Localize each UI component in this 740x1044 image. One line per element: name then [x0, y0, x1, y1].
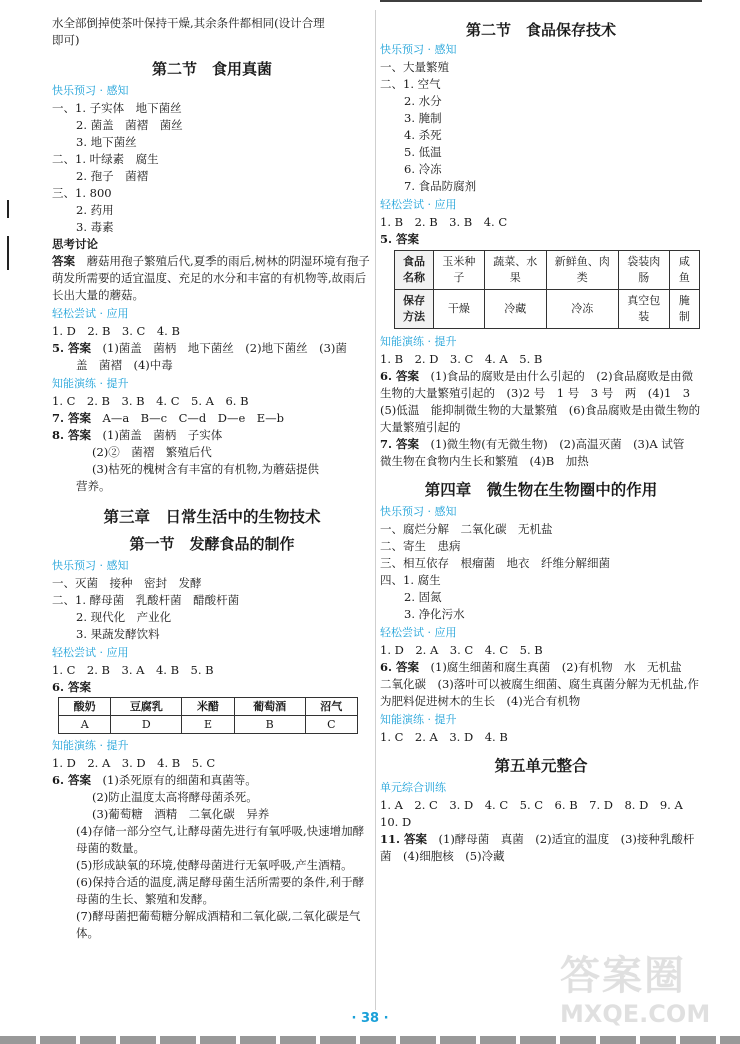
table-row [59, 716, 358, 734]
subheading: 轻松尝试 · 应用 [380, 198, 457, 211]
text-line: (4)存储一部分空气,让酵母菌先进行有氧呼吸,快速增加酵母菌的数量。 [76, 824, 365, 855]
text-line: 10. D [380, 815, 412, 829]
chapter-title: 第四章 微生物在生物圈中的作用 [424, 481, 658, 499]
table-header-cell: 食品名称 [395, 251, 434, 290]
answer-body: A—a B—c C—d D—e E—b [102, 411, 285, 425]
table-cell: 干燥 [434, 290, 485, 329]
answer-label: 6. 答案 [380, 660, 420, 674]
table-cell: 冷藏 [484, 290, 546, 329]
margin-mark [7, 200, 9, 218]
text-line: 1. C 2. A 3. D 4. B [380, 730, 508, 744]
text-line: 1. B 2. B 3. B 4. C [380, 215, 508, 229]
table-cell: D [111, 716, 182, 734]
table-cell: 玉米种子 [434, 251, 485, 290]
preserve-table [394, 250, 700, 329]
text-line: 3. 果蔬发酵饮料 [76, 627, 160, 641]
text-line: 一、灭菌 接种 密封 发酵 [52, 576, 202, 590]
text-line: 营养。 [76, 479, 111, 493]
answer-body: (1)菌盖 菌柄 地下菌丝 (2)地下菌丝 (3)菌 [102, 341, 347, 355]
text-line: 1. D 2. B 3. C 4. B [52, 324, 180, 338]
answer-body: (1)食品的腐败是由什么引起的 (2)食品腐败是由微生物的大量繁殖引起的 (3)2 号 1 号 3 号 两 (4)1 3 (5)低温 能抑制微生物的大量繁殖 (6)食品腐败是由微生物的大量繁殖引起的 [380, 369, 702, 434]
unit-title: 第五单元整合 [494, 757, 588, 775]
answer-label: 8. 答案 [52, 428, 92, 442]
subheading: 快乐预习 · 感知 [52, 559, 129, 572]
text-line: (7)酵母菌把葡萄糖分解成酒精和二氧化碳,二氧化碳是气体。 [76, 909, 361, 940]
text-line: 3. 地下菌丝 [76, 135, 137, 149]
text-line: 3. 净化污水 [404, 607, 465, 621]
answer-text [380, 831, 702, 865]
text-line: 1. B 2. D 3. C 4. A 5. B [380, 352, 543, 366]
table-cell: 冷冻 [546, 290, 618, 329]
answer-body: 蘑菇用孢子繁殖后代,夏季的雨后,树林的阴湿环境有孢子萌发所需要的适宜温度、充足的水分和丰富的有机物等,故雨后长出大量的蘑菇。 [52, 254, 370, 302]
text-line [52, 427, 372, 444]
text-line [52, 410, 372, 427]
subheading: 快乐预习 · 感知 [380, 505, 457, 518]
text-line: 2. 固氮 [404, 590, 442, 604]
table-header-cell: 保存方法 [395, 290, 434, 329]
table-cell: 蔬菜、水果 [484, 251, 546, 290]
answer-text [380, 368, 702, 436]
table-cell: 咸鱼 [669, 251, 699, 290]
text-line: 二、1. 酵母菌 乳酸杆菌 醋酸杆菌 [52, 593, 240, 607]
answer-text [52, 253, 372, 304]
ferment-table [58, 697, 358, 734]
text-line: 1. C 2. B 3. A 4. B 5. B [52, 663, 214, 677]
section-title: 第二节 食品保存技术 [465, 21, 616, 39]
answer-label: 6. 答案 [52, 773, 92, 787]
text-line: 3. 腌制 [404, 111, 442, 125]
text-line: 盖 菌褶 (4)中毒 [76, 358, 173, 372]
text-line: 2. 现代化 产业化 [76, 610, 172, 624]
table-header-cell: 沼气 [305, 698, 357, 716]
subheading: 知能演练 · 提升 [52, 377, 129, 390]
text-line: 7. 食品防腐剂 [404, 179, 477, 193]
answer-body: (1)酵母菌 真菌 (2)适宜的温度 (3)接种乳酸杆菌 (4)细胞核 (5)冷藏 [380, 832, 695, 863]
text-line: 1. D 2. A 3. C 4. C 5. B [380, 643, 543, 657]
subheading: 知能演练 · 提升 [52, 739, 129, 752]
text-line: 二、1. 空气 [380, 77, 441, 91]
subheading: 轻松尝试 · 应用 [52, 307, 129, 320]
right-column [380, 0, 702, 865]
text-line: 4. 杀死 [404, 128, 442, 142]
text-line: 1. C 2. B 3. B 4. C 5. A 6. B [52, 394, 249, 408]
watermark-text: 答案圈 [560, 953, 686, 999]
answer-label: 6. 答案 [380, 369, 420, 383]
answer-text [380, 659, 702, 710]
table-row [395, 290, 700, 329]
subheading: 轻松尝试 · 应用 [380, 626, 457, 639]
subheading: 单元综合训练 [380, 781, 446, 794]
subheading: 知能演练 · 提升 [380, 335, 457, 348]
subheading-think: 思考讨论 [52, 237, 98, 251]
footer-strip [0, 1036, 740, 1044]
text-line: 四、1. 腐生 [380, 573, 441, 587]
table-header-cell: 酸奶 [59, 698, 111, 716]
answer-label: 答案 [52, 254, 75, 268]
text-line: 2. 菌盖 菌褶 菌丝 [76, 118, 183, 132]
text-line: 即可) [52, 33, 80, 47]
table-cell: 真空包装 [618, 290, 669, 329]
answer-body: (1)腐生细菌和腐生真菌 (2)有机物 水 无机盐 二氧化碳 (3)落叶可以被腐生细菌、腐生真菌分解为无机盐,作为肥料促进树木的生长 (4)光合有机物 [380, 660, 699, 708]
text-line: 一、大量繁殖 [380, 60, 449, 74]
section-title: 第一节 发酵食品的制作 [129, 535, 295, 553]
answer-label: 5. 答案 [380, 232, 420, 246]
section-title: 第二节 食用真菌 [151, 60, 272, 78]
text-line: 二、1. 叶绿素 腐生 [52, 152, 159, 166]
subheading: 轻松尝试 · 应用 [52, 646, 129, 659]
answer-label: 7. 答案 [52, 411, 92, 425]
text-line: 一、1. 子实体 地下菌丝 [52, 101, 182, 115]
text-line: 水全部倒掉使茶叶保持干燥,其余条件都相同(设计合理 [52, 16, 325, 30]
text-line: (5)形成缺氧的环境,使酵母菌进行无氧呼吸,产生酒精。 [76, 858, 353, 872]
table-row [59, 698, 358, 716]
answer-body: (1)菌盖 菌柄 子实体 [102, 428, 223, 442]
text-line: (3)葡萄糖 酒精 二氧化碳 异养 [92, 807, 270, 821]
text-line: 2. 药用 [76, 203, 114, 217]
text-line: 2. 水分 [404, 94, 442, 108]
answer-label: 6. 答案 [52, 680, 92, 694]
text-line: 1. D 2. A 3. D 4. B 5. C [52, 756, 216, 770]
text-line: 6. 冷冻 [404, 162, 442, 176]
answer-label: 5. 答案 [52, 341, 92, 355]
text-line: 5. 低温 [404, 145, 442, 159]
table-cell: B [234, 716, 305, 734]
text-line: 三、相互依存 根瘤菌 地衣 纤维分解细菌 [380, 556, 610, 570]
table-cell: A [59, 716, 111, 734]
chapter-title: 第三章 日常生活中的生物技术 [103, 508, 321, 526]
text-line: 三、1. 800 [52, 186, 112, 200]
table-header-cell: 豆腐乳 [111, 698, 182, 716]
table-cell: 腌制 [669, 290, 699, 329]
left-column [52, 0, 372, 942]
table-header-cell: 米醋 [182, 698, 234, 716]
text-line: 二、寄生 患病 [380, 539, 461, 553]
answer-body: (1)微生物(有无微生物) (2)高温灭菌 (3)A 试管 微生物在食物内生长和繁殖 (4)B 加热 [380, 437, 696, 468]
text-line: (6)保持合适的温度,满足酵母菌生活所需要的条件,利于酵母菌的生长、繁殖和发酵。 [76, 875, 365, 906]
watermark-url: MXQE.COM [560, 1000, 711, 1028]
answer-text [380, 436, 702, 470]
table-row [395, 251, 700, 290]
answer-label: 7. 答案 [380, 437, 420, 451]
column-divider [375, 10, 376, 1010]
text-line: (2)防止温度太高将酵母菌杀死。 [92, 790, 258, 804]
margin-mark [7, 236, 9, 270]
table-cell: 袋装肉肠 [618, 251, 669, 290]
subheading: 知能演练 · 提升 [380, 713, 457, 726]
table-cell: 新鲜鱼、肉类 [546, 251, 618, 290]
table-cell: C [305, 716, 357, 734]
table-cell: E [182, 716, 234, 734]
text-line: 1. A 2. C 3. D 4. C 5. C 6. B 7. D 8. D 9. A [380, 798, 683, 812]
answer-label: 11. 答案 [380, 832, 428, 846]
text-line: (3)枯死的槐树含有丰富的有机物,为蘑菇提供 [92, 462, 319, 476]
text-line: (2)② 菌褶 繁殖后代 [92, 445, 212, 459]
subheading: 快乐预习 · 感知 [380, 43, 457, 56]
text-line [52, 772, 372, 789]
text-line: 一、腐烂分解 二氧化碳 无机盐 [380, 522, 553, 536]
text-line: 3. 毒素 [76, 220, 114, 234]
table-header-cell: 葡萄酒 [234, 698, 305, 716]
text-line [52, 340, 372, 357]
subheading: 快乐预习 · 感知 [52, 84, 129, 97]
page-number: · 38 · [351, 1011, 389, 1026]
text-line: 2. 孢子 菌褶 [76, 169, 149, 183]
answer-body: (1)杀死原有的细菌和真菌等。 [102, 773, 257, 787]
